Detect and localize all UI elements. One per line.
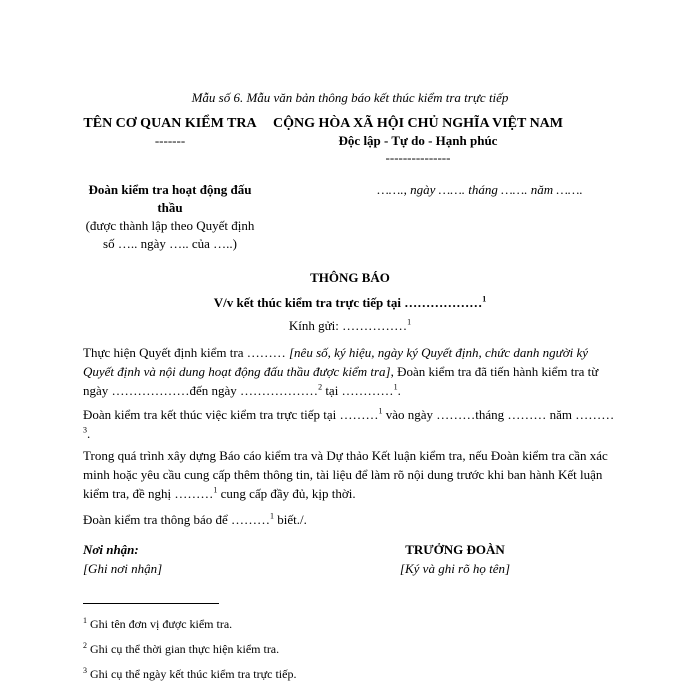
- p2-sup1: 1: [378, 406, 383, 416]
- p2-text-c: .: [87, 426, 91, 441]
- recipients-label: Nơi nhận:: [83, 542, 139, 557]
- recipient-text: Kính gửi: ……………: [288, 318, 408, 333]
- motto-rule: ---------------: [385, 150, 451, 165]
- decision-line2: số ….. ngày ….. của …..): [103, 236, 237, 251]
- decision-line1: (được thành lập theo Quyết định: [85, 218, 255, 233]
- paragraph-2: [83, 405, 618, 443]
- place-date-line: ……., ngày ……. tháng ……. năm …….: [377, 182, 583, 197]
- doc-title: THÔNG BÁO: [310, 270, 390, 285]
- recipient-sup: 1: [407, 317, 412, 327]
- recipient-line: [0, 318, 700, 334]
- signer-note: [Ký và ghi rõ họ tên]: [399, 561, 511, 576]
- p1-text-a: Thực hiện Quyết định kiểm tra ………: [83, 345, 289, 360]
- signer-title: TRƯỞNG ĐOÀN: [405, 542, 505, 557]
- p4-text-b: biết./.: [274, 512, 307, 527]
- p3-text-b: cung cấp đầy đủ, kịp thời.: [217, 486, 356, 501]
- agency-rule: -------: [154, 133, 186, 148]
- paragraph-4: [83, 510, 618, 529]
- p3-sup: 1: [213, 485, 218, 495]
- doc-subject-sup: 1: [482, 294, 487, 304]
- p4-sup: 1: [270, 511, 275, 521]
- inspection-team-line1: Đoàn kiểm tra hoạt động đấu: [88, 182, 252, 197]
- footnote-3-text: Ghi cụ thể ngày kết thúc kiểm tra trực tiếp.: [87, 667, 297, 681]
- inspection-team-line2: thầu: [157, 200, 183, 215]
- footnote-1: [83, 617, 232, 632]
- recipients-value: [Ghi nơi nhận]: [83, 561, 163, 576]
- p4-text-a: Đoàn kiểm tra thông báo để ………: [83, 512, 271, 527]
- form-title: Mẫu số 6. Mẫu văn bản thông báo kết thúc kiểm tra trực tiếp: [191, 90, 509, 105]
- paragraph-1: [83, 343, 618, 400]
- doc-subject-text: V/v kết thúc kiểm tra trực tiếp tại ………………: [213, 295, 483, 310]
- footnote-3: [83, 667, 296, 682]
- footnote-separator: [83, 603, 219, 604]
- p1-sup1: 2: [318, 382, 323, 392]
- agency-name: TÊN CƠ QUAN KIỂM TRA: [83, 116, 257, 131]
- p2-text-b: vào ngày ………tháng ……… năm ………: [382, 407, 615, 422]
- footnote-3-num: 3: [83, 666, 87, 675]
- p1-text-b: , Đoàn kiểm tra đã tiến hành kiểm tra từ ngày ………………đến ngày ………………: [83, 364, 599, 398]
- footnote-1-text: Ghi tên đơn vị được kiểm tra.: [87, 617, 233, 631]
- p1-text-c: tại …………: [322, 383, 394, 398]
- p3-text-a: Trong quá trình xây dựng Báo cáo kiểm tra và Dự thảo Kết luận kiểm tra, nếu Đoàn kiểm tra cần xác minh hoặc yêu cầu cung cấp thêm thông tin, tài liệu để làm rõ nội dung trước khi ban hành Kết luận kiểm tra, đề nghị ………: [83, 448, 608, 501]
- nation-name: CỘNG HÒA XÃ HỘI CHỦ NGHĨA VIỆT NAM: [272, 116, 563, 131]
- paragraph-3: [83, 446, 618, 503]
- footnote-2-num: 2: [83, 641, 87, 650]
- footnote-1-num: 1: [83, 616, 87, 625]
- p2-text-a: Đoàn kiểm tra kết thúc việc kiểm tra trực tiếp tại ………: [83, 407, 379, 422]
- footnote-2: [83, 642, 279, 657]
- p2-sup2: 3: [83, 425, 87, 435]
- footnote-2-text: Ghi cụ thể thời gian thực hiện kiểm tra.: [87, 642, 280, 656]
- p1-text-d: .: [397, 383, 401, 398]
- p1-italic: [nêu số, ký hiệu, ngày ký Quyết định, chức danh người ký Quyết định và nội dung hoạt động đấu thầu được kiểm tra]: [83, 345, 589, 379]
- national-motto: Độc lập - Tự do - Hạnh phúc: [338, 133, 498, 148]
- doc-subject: [0, 295, 700, 311]
- p1-sup2: 1: [393, 382, 398, 392]
